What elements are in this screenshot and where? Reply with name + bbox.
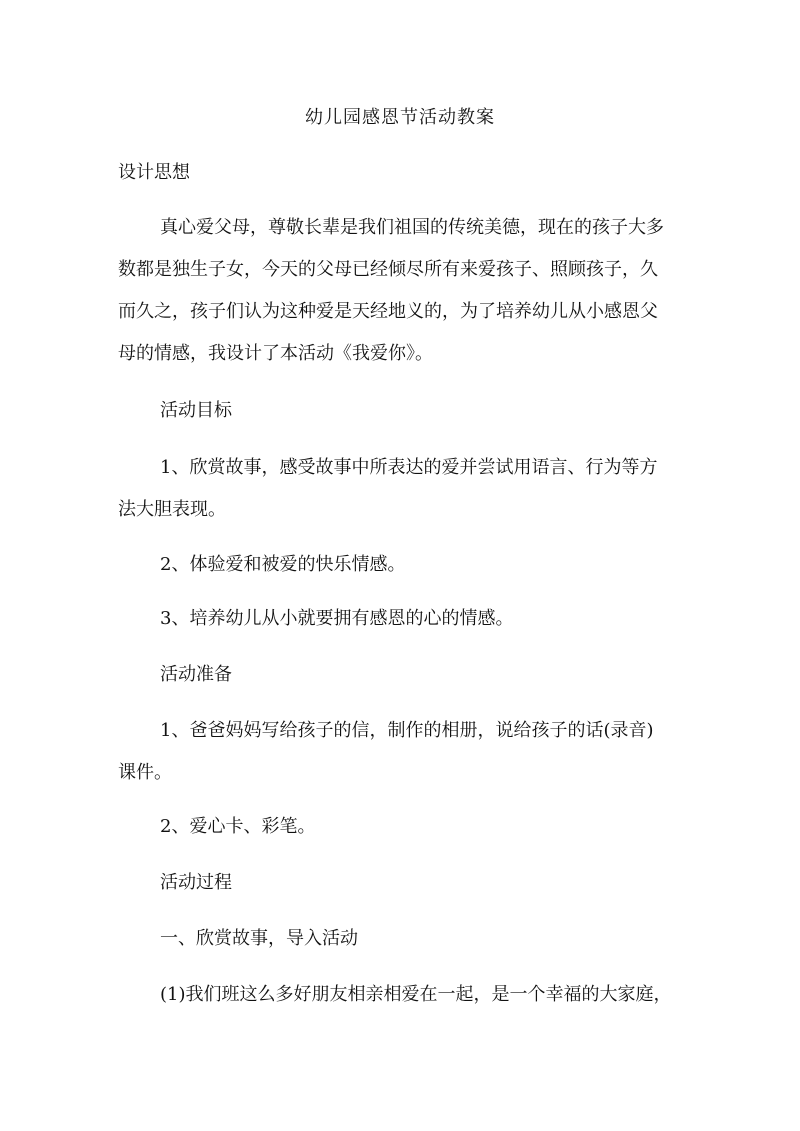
section-heading-goals: 活动目标 xyxy=(160,400,232,421)
section-heading-design: 设计思想 xyxy=(118,162,190,183)
paragraph-line: 真心爱父母，尊敬长辈是我们祖国的传统美德，现在的孩子大多 xyxy=(160,217,664,238)
paragraph-line: 法大胆表现。 xyxy=(118,499,226,520)
section-heading-preparation: 活动准备 xyxy=(160,664,232,685)
document-title: 幼儿园感恩节活动教案 xyxy=(305,107,495,128)
paragraph-line: 2、体验爱和被爱的快乐情感。 xyxy=(160,554,406,575)
paragraph-line: 2、爱心卡、彩笔。 xyxy=(160,816,316,837)
paragraph-line: 而久之，孩子们认为这种爱是天经地义的，为了培养幼儿从小感恩父 xyxy=(118,301,658,322)
paragraph-line: 1、爸爸妈妈写给孩子的信，制作的相册，说给孩子的话(录音) xyxy=(160,720,654,741)
paragraph-line: 3、培养幼儿从小就要拥有感恩的心的情感。 xyxy=(160,608,514,629)
paragraph-line: 课件。 xyxy=(118,762,172,783)
paragraph-line: (1)我们班这么多好朋友相亲相爱在一起，是一个幸福的大家庭， xyxy=(160,984,672,1005)
paragraph-line: 母的情感，我设计了本活动《我爱你》。 xyxy=(118,343,433,364)
paragraph-line: 1、欣赏故事，感受故事中所表达的爱并尝试用语言、行为等方 xyxy=(160,457,658,478)
paragraph-line: 一、欣赏故事，导入活动 xyxy=(160,928,358,949)
paragraph-line: 数都是独生子女，今天的父母已经倾尽所有来爱孩子、照顾孩子，久 xyxy=(118,259,658,280)
section-heading-process: 活动过程 xyxy=(160,872,232,893)
